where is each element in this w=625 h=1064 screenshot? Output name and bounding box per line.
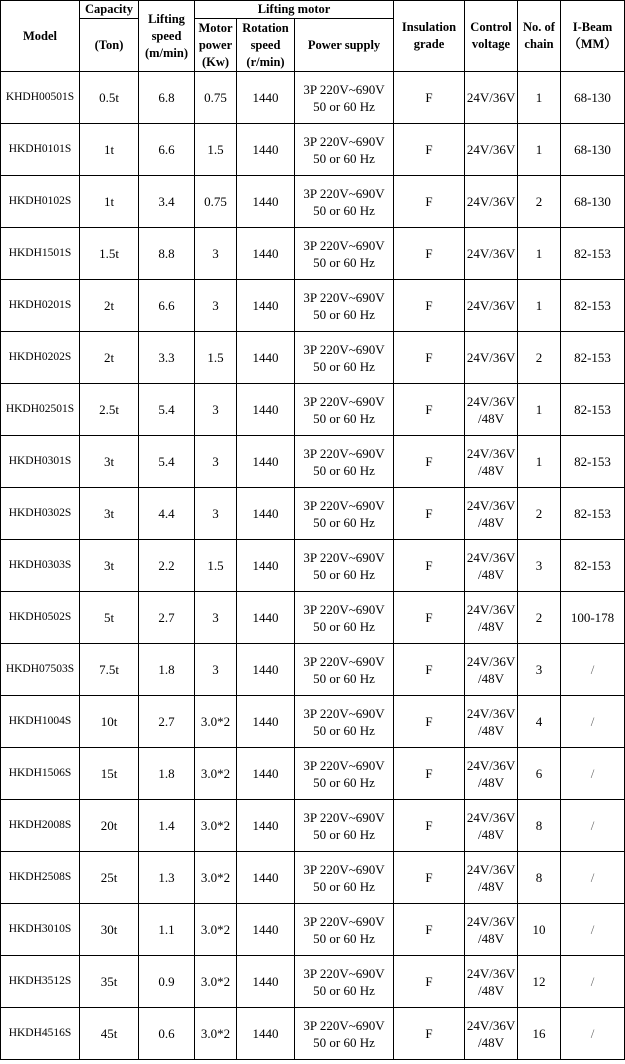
cell-model: HKDH07503S [1, 644, 80, 696]
cell-insulation-grade: F [394, 644, 465, 696]
cell-i-beam: 82-153 [561, 228, 625, 280]
cell-power-supply-line: 50 or 60 Hz [313, 878, 375, 894]
cell-control-voltage [465, 280, 518, 332]
cell-insulation-grade: F [394, 748, 465, 800]
cell-insulation-grade: F [394, 72, 465, 124]
table-row [1, 384, 625, 436]
cell-no-of-chain: 2 [518, 176, 561, 228]
cell-no-of-chain: 8 [518, 800, 561, 852]
cell-control-voltage-line: 24V/36V [466, 601, 516, 617]
cell-capacity: 7.5t [80, 644, 139, 696]
cell-rotation-speed: 1440 [237, 228, 295, 280]
cell-lifting-speed: 8.8 [139, 228, 195, 280]
cell-power-supply-line: 50 or 60 Hz [313, 982, 375, 998]
cell-power-supply [295, 748, 394, 800]
cell-motor-power: 1.5 [195, 124, 237, 176]
cell-power-supply-line: 3P 220V~690V [303, 497, 385, 513]
cell-motor-power: 3 [195, 384, 237, 436]
cell-control-voltage-line: /48V [478, 774, 505, 790]
cell-power-supply-line: 3P 220V~690V [303, 653, 385, 669]
cell-insulation-grade: F [394, 488, 465, 540]
cell-control-voltage-line: 24V/36V [466, 142, 516, 157]
cell-lifting-speed: 2.7 [139, 696, 195, 748]
cell-motor-power: 3 [195, 592, 237, 644]
cell-motor-power: 3 [195, 488, 237, 540]
cell-power-supply-line: 50 or 60 Hz [313, 462, 375, 478]
cell-power-supply-line: 50 or 60 Hz [313, 514, 375, 530]
cell-i-beam: / [561, 904, 625, 956]
cell-control-voltage-line: 24V/36V [466, 809, 516, 825]
cell-i-beam: / [561, 852, 625, 904]
cell-insulation-grade: F [394, 592, 465, 644]
cell-power-supply [295, 800, 394, 852]
cell-model: HKDH0302S [1, 488, 80, 540]
cell-no-of-chain: 2 [518, 592, 561, 644]
cell-power-supply [295, 1008, 394, 1060]
cell-no-of-chain: 1 [518, 384, 561, 436]
cell-control-voltage-line: 24V/36V [466, 861, 516, 877]
cell-lifting-speed: 1.3 [139, 852, 195, 904]
cell-lifting-speed: 4.4 [139, 488, 195, 540]
cell-capacity: 2.5t [80, 384, 139, 436]
cell-model: HKDH1501S [1, 228, 80, 280]
header-lifting-motor: Lifting motor [195, 1, 394, 19]
cell-lifting-speed: 1.4 [139, 800, 195, 852]
cell-capacity: 10t [80, 696, 139, 748]
cell-rotation-speed: 1440 [237, 488, 295, 540]
cell-control-voltage [465, 436, 518, 488]
cell-power-supply-line: 50 or 60 Hz [313, 618, 375, 634]
table-row [1, 280, 625, 332]
cell-power-supply [295, 176, 394, 228]
cell-power-supply-line: 50 or 60 Hz [313, 722, 375, 738]
cell-power-supply-line: 3P 220V~690V [303, 133, 385, 149]
cell-model: HKDH0202S [1, 332, 80, 384]
table-header [1, 1, 625, 72]
cell-insulation-grade: F [394, 436, 465, 488]
cell-power-supply-line: 50 or 60 Hz [313, 1034, 375, 1050]
cell-control-voltage-line: 24V/36V [466, 549, 516, 565]
table-row [1, 592, 625, 644]
cell-capacity: 15t [80, 748, 139, 800]
cell-rotation-speed: 1440 [237, 72, 295, 124]
cell-power-supply [295, 540, 394, 592]
cell-i-beam: 100-178 [561, 592, 625, 644]
table-row [1, 72, 625, 124]
cell-model: HKDH0502S [1, 592, 80, 644]
table-row [1, 748, 625, 800]
header-power-supply: Power supply [295, 19, 394, 72]
cell-motor-power: 3 [195, 644, 237, 696]
cell-control-voltage-line: 24V/36V [466, 194, 516, 209]
cell-control-voltage [465, 228, 518, 280]
table-row [1, 540, 625, 592]
cell-rotation-speed: 1440 [237, 332, 295, 384]
cell-insulation-grade: F [394, 540, 465, 592]
cell-motor-power: 1.5 [195, 540, 237, 592]
cell-i-beam: 82-153 [561, 488, 625, 540]
cell-capacity: 20t [80, 800, 139, 852]
cell-control-voltage-line: /48V [478, 618, 505, 634]
cell-control-voltage [465, 1008, 518, 1060]
cell-control-voltage-line: 24V/36V [466, 350, 516, 365]
cell-lifting-speed: 0.6 [139, 1008, 195, 1060]
cell-insulation-grade: F [394, 124, 465, 176]
cell-insulation-grade: F [394, 904, 465, 956]
cell-insulation-grade: F [394, 696, 465, 748]
cell-no-of-chain: 1 [518, 280, 561, 332]
cell-model: HKDH1506S [1, 748, 80, 800]
cell-i-beam: 82-153 [561, 436, 625, 488]
cell-lifting-speed: 6.8 [139, 72, 195, 124]
cell-no-of-chain: 8 [518, 852, 561, 904]
cell-control-voltage-line: /48V [478, 1034, 505, 1050]
cell-model: HKDH4516S [1, 1008, 80, 1060]
cell-insulation-grade: F [394, 956, 465, 1008]
cell-power-supply [295, 228, 394, 280]
cell-control-voltage-line: 24V/36V [466, 653, 516, 669]
cell-capacity: 3t [80, 540, 139, 592]
cell-control-voltage [465, 644, 518, 696]
cell-insulation-grade: F [394, 384, 465, 436]
cell-motor-power: 3.0*2 [195, 800, 237, 852]
cell-power-supply-line: 3P 220V~690V [303, 237, 385, 253]
cell-lifting-speed: 3.4 [139, 176, 195, 228]
cell-control-voltage-line: 24V/36V [466, 445, 516, 461]
table-row [1, 800, 625, 852]
cell-i-beam: 68-130 [561, 124, 625, 176]
cell-power-supply [295, 592, 394, 644]
cell-rotation-speed: 1440 [237, 592, 295, 644]
cell-capacity: 35t [80, 956, 139, 1008]
cell-i-beam: 82-153 [561, 332, 625, 384]
cell-lifting-speed: 6.6 [139, 124, 195, 176]
cell-model: HKDH3512S [1, 956, 80, 1008]
cell-i-beam: / [561, 696, 625, 748]
cell-no-of-chain: 4 [518, 696, 561, 748]
cell-control-voltage-line: /48V [478, 722, 505, 738]
cell-power-supply-line: 50 or 60 Hz [313, 670, 375, 686]
cell-lifting-speed: 3.3 [139, 332, 195, 384]
cell-rotation-speed: 1440 [237, 384, 295, 436]
cell-no-of-chain: 2 [518, 332, 561, 384]
cell-motor-power: 1.5 [195, 332, 237, 384]
cell-capacity: 1.5t [80, 228, 139, 280]
cell-capacity: 25t [80, 852, 139, 904]
cell-power-supply-line: 3P 220V~690V [303, 445, 385, 461]
cell-capacity: 45t [80, 1008, 139, 1060]
cell-motor-power: 3.0*2 [195, 1008, 237, 1060]
header-model: Model [1, 1, 80, 72]
cell-power-supply [295, 852, 394, 904]
cell-i-beam: 68-130 [561, 72, 625, 124]
cell-lifting-speed: 0.9 [139, 956, 195, 1008]
cell-motor-power: 3 [195, 280, 237, 332]
table-row [1, 852, 625, 904]
cell-model: HKDH0303S [1, 540, 80, 592]
cell-no-of-chain: 10 [518, 904, 561, 956]
cell-control-voltage [465, 124, 518, 176]
cell-no-of-chain: 16 [518, 1008, 561, 1060]
cell-power-supply [295, 72, 394, 124]
header-no-of-chain: No. of chain [518, 1, 561, 72]
header-insulation-grade: Insulation grade [394, 1, 465, 72]
cell-rotation-speed: 1440 [237, 176, 295, 228]
cell-control-voltage-line: /48V [478, 462, 505, 478]
cell-control-voltage-line: 24V/36V [466, 246, 516, 261]
cell-power-supply-line: 3P 220V~690V [303, 861, 385, 877]
cell-power-supply [295, 644, 394, 696]
cell-rotation-speed: 1440 [237, 852, 295, 904]
cell-no-of-chain: 12 [518, 956, 561, 1008]
cell-capacity: 1t [80, 124, 139, 176]
cell-power-supply-line: 3P 220V~690V [303, 289, 385, 305]
cell-rotation-speed: 1440 [237, 436, 295, 488]
cell-power-supply-line: 3P 220V~690V [303, 393, 385, 409]
cell-i-beam: 82-153 [561, 384, 625, 436]
header-capacity-unit: (Ton) [80, 19, 139, 72]
cell-control-voltage-line: 24V/36V [466, 298, 516, 313]
cell-no-of-chain: 3 [518, 540, 561, 592]
cell-power-supply-line: 3P 220V~690V [303, 1017, 385, 1033]
cell-control-voltage-line: 24V/36V [466, 913, 516, 929]
cell-control-voltage-line: /48V [478, 982, 505, 998]
cell-i-beam: 68-130 [561, 176, 625, 228]
cell-lifting-speed: 1.8 [139, 748, 195, 800]
cell-power-supply [295, 956, 394, 1008]
cell-control-voltage [465, 176, 518, 228]
header-lifting-speed: Lifting speed (m/min) [139, 1, 195, 72]
cell-control-voltage-line: 24V/36V [466, 497, 516, 513]
cell-rotation-speed: 1440 [237, 904, 295, 956]
cell-model: HKDH02501S [1, 384, 80, 436]
table-row [1, 436, 625, 488]
cell-model: KHDH00501S [1, 72, 80, 124]
table-row [1, 644, 625, 696]
cell-control-voltage-line: 24V/36V [466, 965, 516, 981]
cell-motor-power: 3.0*2 [195, 956, 237, 1008]
cell-control-voltage-line: /48V [478, 670, 505, 686]
cell-model: HKDH3010S [1, 904, 80, 956]
cell-capacity: 2t [80, 280, 139, 332]
cell-power-supply-line: 50 or 60 Hz [313, 930, 375, 946]
cell-insulation-grade: F [394, 332, 465, 384]
cell-motor-power: 0.75 [195, 72, 237, 124]
cell-model: HKDH0301S [1, 436, 80, 488]
cell-i-beam: 82-153 [561, 280, 625, 332]
cell-power-supply-line: 50 or 60 Hz [313, 826, 375, 842]
cell-i-beam: / [561, 1008, 625, 1060]
cell-power-supply-line: 50 or 60 Hz [313, 566, 375, 582]
cell-control-voltage-line: /48V [478, 514, 505, 530]
cell-control-voltage [465, 904, 518, 956]
cell-motor-power: 3.0*2 [195, 696, 237, 748]
cell-motor-power: 3.0*2 [195, 852, 237, 904]
cell-power-supply-line: 3P 220V~690V [303, 757, 385, 773]
cell-control-voltage [465, 72, 518, 124]
cell-power-supply-line: 3P 220V~690V [303, 549, 385, 565]
cell-lifting-speed: 1.8 [139, 644, 195, 696]
header-rotation-speed: Rotation speed (r/min) [237, 19, 295, 72]
cell-control-voltage-line: 24V/36V [466, 705, 516, 721]
cell-insulation-grade: F [394, 280, 465, 332]
cell-power-supply [295, 488, 394, 540]
cell-control-voltage-line: /48V [478, 826, 505, 842]
cell-model: HKDH2508S [1, 852, 80, 904]
cell-i-beam: / [561, 644, 625, 696]
cell-insulation-grade: F [394, 852, 465, 904]
cell-power-supply-line: 50 or 60 Hz [313, 202, 375, 218]
cell-power-supply-line: 50 or 60 Hz [313, 410, 375, 426]
cell-insulation-grade: F [394, 228, 465, 280]
cell-control-voltage-line: /48V [478, 566, 505, 582]
cell-power-supply [295, 124, 394, 176]
cell-model: HKDH2008S [1, 800, 80, 852]
cell-capacity: 5t [80, 592, 139, 644]
table-row [1, 904, 625, 956]
cell-control-voltage-line: 24V/36V [466, 757, 516, 773]
cell-lifting-speed: 2.2 [139, 540, 195, 592]
cell-insulation-grade: F [394, 176, 465, 228]
cell-model: HKDH0102S [1, 176, 80, 228]
cell-power-supply [295, 904, 394, 956]
cell-lifting-speed: 5.4 [139, 384, 195, 436]
cell-power-supply [295, 280, 394, 332]
table-row [1, 1008, 625, 1060]
cell-power-supply [295, 696, 394, 748]
header-capacity: Capacity [80, 1, 139, 19]
cell-no-of-chain: 3 [518, 644, 561, 696]
cell-model: HKDH1004S [1, 696, 80, 748]
cell-rotation-speed: 1440 [237, 956, 295, 1008]
table-row [1, 176, 625, 228]
cell-control-voltage-line: 24V/36V [466, 90, 516, 105]
cell-control-voltage-line: /48V [478, 930, 505, 946]
cell-capacity: 2t [80, 332, 139, 384]
cell-control-voltage [465, 800, 518, 852]
cell-capacity: 30t [80, 904, 139, 956]
cell-control-voltage [465, 956, 518, 1008]
cell-motor-power: 0.75 [195, 176, 237, 228]
cell-control-voltage [465, 592, 518, 644]
table-row [1, 696, 625, 748]
cell-rotation-speed: 1440 [237, 1008, 295, 1060]
cell-control-voltage-line: /48V [478, 878, 505, 894]
cell-insulation-grade: F [394, 800, 465, 852]
cell-rotation-speed: 1440 [237, 696, 295, 748]
cell-control-voltage [465, 384, 518, 436]
cell-model: HKDH0101S [1, 124, 80, 176]
cell-capacity: 1t [80, 176, 139, 228]
cell-capacity: 3t [80, 436, 139, 488]
cell-model: HKDH0201S [1, 280, 80, 332]
cell-power-supply-line: 3P 220V~690V [303, 601, 385, 617]
cell-power-supply-line: 50 or 60 Hz [313, 358, 375, 374]
cell-capacity: 3t [80, 488, 139, 540]
cell-motor-power: 3.0*2 [195, 904, 237, 956]
cell-power-supply-line: 3P 220V~690V [303, 341, 385, 357]
cell-motor-power: 3 [195, 436, 237, 488]
cell-power-supply-line: 3P 220V~690V [303, 705, 385, 721]
cell-control-voltage [465, 488, 518, 540]
cell-power-supply-line: 3P 220V~690V [303, 913, 385, 929]
cell-no-of-chain: 1 [518, 228, 561, 280]
cell-control-voltage [465, 540, 518, 592]
cell-control-voltage [465, 332, 518, 384]
cell-insulation-grade: F [394, 1008, 465, 1060]
table-row [1, 124, 625, 176]
cell-lifting-speed: 2.7 [139, 592, 195, 644]
header-motor-power: Motor power (Kw) [195, 19, 237, 72]
table-row [1, 228, 625, 280]
cell-rotation-speed: 1440 [237, 124, 295, 176]
table-row [1, 332, 625, 384]
cell-rotation-speed: 1440 [237, 748, 295, 800]
table-row [1, 956, 625, 1008]
cell-motor-power: 3 [195, 228, 237, 280]
cell-control-voltage-line: /48V [478, 410, 505, 426]
cell-lifting-speed: 6.6 [139, 280, 195, 332]
cell-power-supply-line: 50 or 60 Hz [313, 98, 375, 114]
cell-lifting-speed: 1.1 [139, 904, 195, 956]
cell-no-of-chain: 1 [518, 124, 561, 176]
cell-no-of-chain: 1 [518, 72, 561, 124]
cell-capacity: 0.5t [80, 72, 139, 124]
cell-rotation-speed: 1440 [237, 644, 295, 696]
cell-power-supply-line: 3P 220V~690V [303, 81, 385, 97]
cell-power-supply-line: 50 or 60 Hz [313, 306, 375, 322]
cell-no-of-chain: 1 [518, 436, 561, 488]
cell-power-supply [295, 332, 394, 384]
cell-no-of-chain: 2 [518, 488, 561, 540]
cell-rotation-speed: 1440 [237, 280, 295, 332]
cell-i-beam: 82-153 [561, 540, 625, 592]
cell-control-voltage-line: 24V/36V [466, 393, 516, 409]
cell-i-beam: / [561, 956, 625, 1008]
header-control-voltage: Control voltage [465, 1, 518, 72]
table-body [1, 72, 625, 1060]
cell-power-supply [295, 384, 394, 436]
cell-motor-power: 3.0*2 [195, 748, 237, 800]
cell-power-supply-line: 50 or 60 Hz [313, 150, 375, 166]
cell-power-supply-line: 50 or 60 Hz [313, 254, 375, 270]
cell-power-supply [295, 436, 394, 488]
cell-lifting-speed: 5.4 [139, 436, 195, 488]
cell-control-voltage-line: 24V/36V [466, 1017, 516, 1033]
cell-power-supply-line: 50 or 60 Hz [313, 774, 375, 790]
cell-power-supply-line: 3P 220V~690V [303, 185, 385, 201]
cell-rotation-speed: 1440 [237, 800, 295, 852]
cell-no-of-chain: 6 [518, 748, 561, 800]
cell-power-supply-line: 3P 220V~690V [303, 809, 385, 825]
cell-control-voltage [465, 852, 518, 904]
cell-i-beam: / [561, 748, 625, 800]
cell-power-supply-line: 3P 220V~690V [303, 965, 385, 981]
cell-control-voltage [465, 696, 518, 748]
cell-i-beam: / [561, 800, 625, 852]
header-i-beam: I-Beam （MM） [561, 1, 625, 72]
cell-rotation-speed: 1440 [237, 540, 295, 592]
table-row [1, 488, 625, 540]
cell-control-voltage [465, 748, 518, 800]
